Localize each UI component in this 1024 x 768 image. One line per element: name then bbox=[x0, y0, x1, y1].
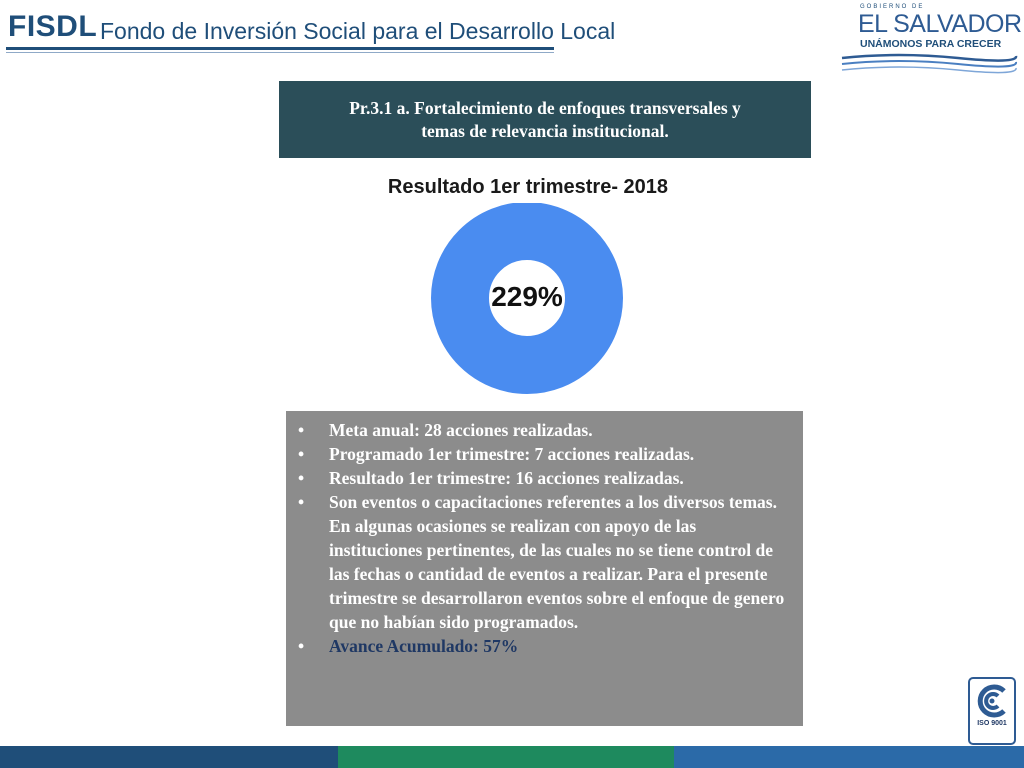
fisdl-logo-rule-thin bbox=[6, 52, 554, 53]
certification-icon bbox=[970, 681, 1014, 721]
footer-color-bar bbox=[0, 746, 1024, 768]
info-item-meta-anual bbox=[296, 418, 789, 442]
fisdl-logo bbox=[6, 6, 616, 58]
info-list bbox=[296, 418, 789, 658]
slide-title bbox=[349, 97, 741, 143]
bullet: • bbox=[298, 420, 305, 440]
info-item-avance-acumulado bbox=[296, 634, 789, 658]
bullet: • bbox=[298, 444, 305, 464]
es-logo-slogan: UNÁMONOS PARA CRECER bbox=[860, 38, 1002, 50]
slide-title-line-1: Pr.3.1 a. Fortalecimiento de enfoques transversales y bbox=[349, 97, 741, 118]
slide-title-box bbox=[279, 81, 811, 158]
es-logo-gobierno: GOBIERNO DE bbox=[860, 4, 925, 10]
footer-segment-middle bbox=[338, 746, 674, 768]
info-item-programado bbox=[296, 442, 789, 466]
iso-label: ISO 9001 bbox=[977, 720, 1007, 727]
footer-segment-right bbox=[674, 746, 1024, 768]
donut-center-value: 229% bbox=[491, 281, 563, 312]
info-item-descripcion bbox=[296, 490, 789, 634]
es-logo-name: EL SALVADOR bbox=[858, 10, 1022, 38]
info-item-resultado bbox=[296, 466, 789, 490]
iso-9001-badge bbox=[968, 677, 1016, 745]
fisdl-logo-rule bbox=[6, 47, 554, 50]
chart-title: Resultado 1er trimestre- 2018 bbox=[387, 176, 669, 198]
info-item-text: Meta anual: 28 acciones realizadas. bbox=[329, 420, 593, 440]
bullet: • bbox=[298, 468, 305, 488]
info-item-text: Son eventos o capacitaciones referentes a los diversos temas. En algunas ocasiones se realizan con apoyo de las instituciones pertinentes, de las cuales no se tiene control de las fechas o cantidad de eventos a realizar. Para el presente trimestre se desarrollaron eventos sobre el enfoque de genero que no habían sido programados. bbox=[329, 492, 785, 632]
slide-title-line-2: temas de relevancia institucional. bbox=[421, 120, 669, 141]
waves-icon bbox=[838, 50, 1018, 76]
el-salvador-logo bbox=[838, 4, 1022, 78]
footer-segment-left bbox=[0, 746, 338, 768]
bullet: • bbox=[298, 492, 305, 512]
fisdl-full-name: Fondo de Inversión Social para el Desarrollo Local bbox=[100, 18, 616, 44]
fisdl-acronym: FISDL bbox=[8, 10, 98, 43]
info-box bbox=[286, 411, 803, 726]
info-item-text: Resultado 1er trimestre: 16 acciones realizadas. bbox=[329, 468, 684, 488]
info-item-text: Avance Acumulado: 57% bbox=[329, 636, 519, 656]
info-item-text: Programado 1er trimestre: 7 acciones realizadas. bbox=[329, 444, 695, 464]
bullet: • bbox=[298, 636, 305, 656]
